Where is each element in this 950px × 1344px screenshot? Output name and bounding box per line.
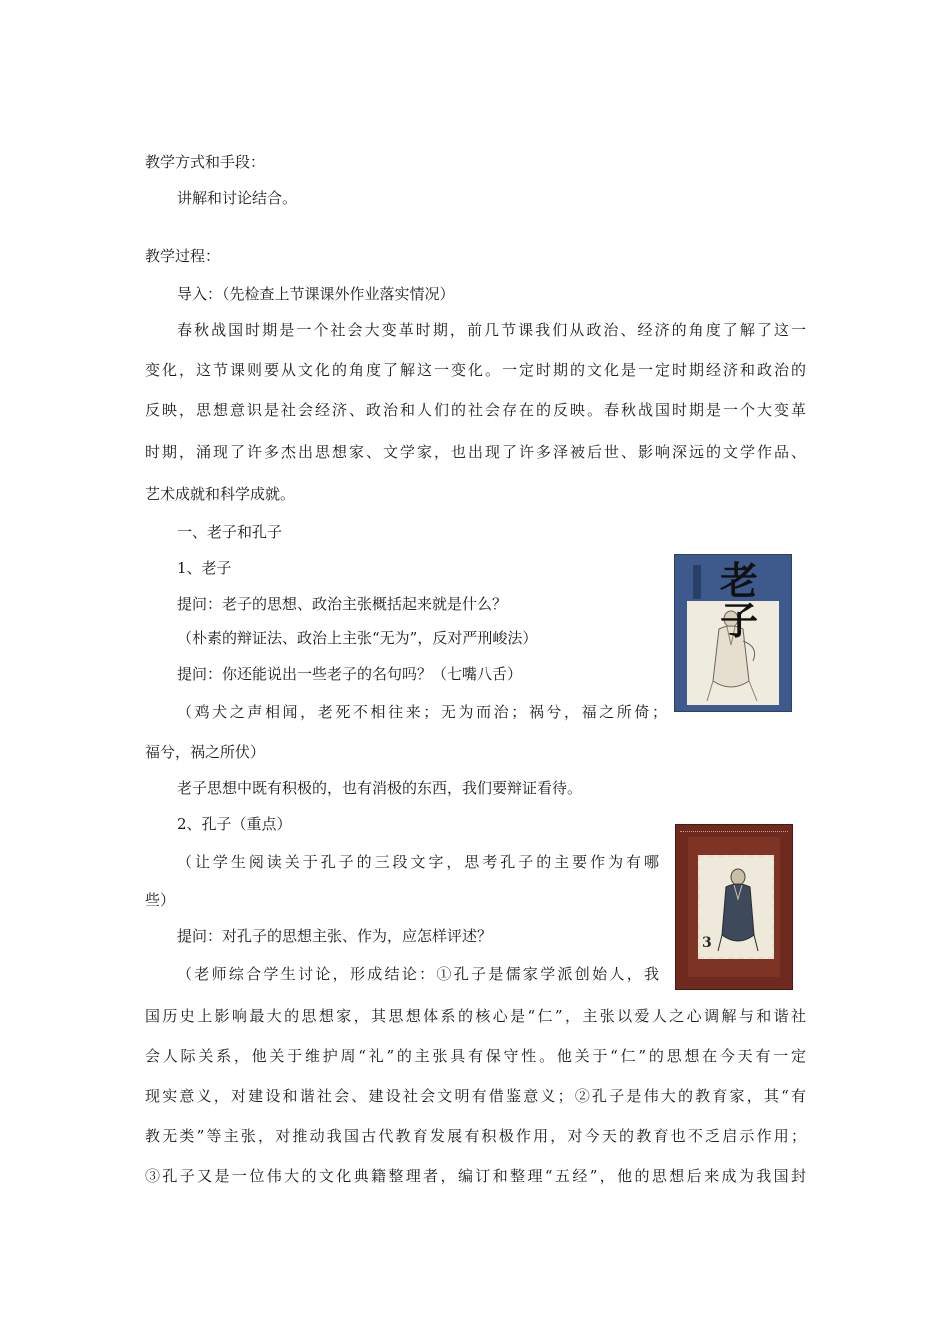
- paragraph-line: 时期，涌现了许多杰出思想家、文学家，也出现了许多泽被后世、影响深远的文学作品、: [145, 443, 806, 461]
- paragraph-line: 变化，这节课则要从文化的角度了解这一变化。一定时期的文化是一定时期经济和政治的: [145, 361, 806, 379]
- paragraph-line: 春秋战国时期是一个社会大变革时期，前几节课我们从政治、经济的角度了解了这一: [177, 321, 806, 339]
- paragraph: 讲解和讨论结合。: [177, 189, 298, 207]
- paragraph-line: 现实意义，对建设和谐社会、建设社会文明有借鉴意义；②孔子是伟大的教育家，其“有: [145, 1087, 806, 1105]
- confucius-stamp-image: [675, 824, 793, 990]
- heading-teaching-methods: 教学方式和手段：: [145, 153, 266, 171]
- paragraph-line: 些）: [145, 891, 176, 909]
- paragraph-line: （老师综合学生讨论，形成结论：①孔子是儒家学派创始人，我: [177, 965, 659, 983]
- paragraph-line: （让学生阅读关于孔子的三段文字，思考孔子的主要作为有哪: [177, 853, 659, 871]
- paragraph-line: 反映，思想意识是社会经济、政治和人们的社会存在的反映。春秋战国时期是一个大变革: [145, 401, 806, 419]
- paragraph-line: 教无类”等主张，对推动我国古代教育发展有积极作用，对今天的教育也不乏启示作用；: [145, 1127, 806, 1145]
- paragraph-line: 老子思想中既有积极的，也有消极的东西，我们要辩证看待。: [177, 779, 583, 797]
- paragraph: 导入：（先检查上节课课外作业落实情况）: [177, 285, 455, 303]
- paragraph-line: ③孔子又是一位伟大的文化典籍整理者，编订和整理“五经”，他的思想后来成为我国封: [145, 1167, 806, 1185]
- heading-teaching-process: 教学过程：: [145, 247, 221, 265]
- cover-title: 老子: [719, 558, 758, 643]
- stamp-number: 3: [702, 935, 712, 951]
- section-heading: 一、老子和孔子: [177, 523, 283, 541]
- question-line: 提问：对孔子的思想主张、作为，应怎样评述？: [177, 927, 493, 945]
- answer-line: （朴素的辩证法、政治上主张“无为”，反对严刑峻法）: [177, 629, 538, 647]
- answer-line: 福兮，祸之所伏）: [145, 743, 266, 761]
- answer-line: （鸡犬之声相闻，老死不相往来；无为而治；祸兮，福之所倚；: [177, 703, 667, 721]
- paragraph-line: 艺术成就和科学成就。: [145, 485, 296, 503]
- subsection-heading: 1、老子: [177, 559, 232, 577]
- paragraph-line: 国历史上影响最大的思想家，其思想体系的核心是“仁”，主张以爱人之心调解与和谐社: [145, 1007, 806, 1025]
- cover-strip: [693, 565, 701, 599]
- subsection-heading: 2、孔子（重点）: [177, 815, 292, 833]
- paragraph-line: 会人际关系，他关于维护周“礼”的主张具有保守性。他关于“仁”的思想在今天有一定: [145, 1047, 806, 1065]
- question-line: 提问：你还能说出一些老子的名句吗？（七嘴八舌）: [177, 665, 523, 683]
- laozi-book-cover-image: [674, 554, 792, 712]
- question-line: 提问：老子的思想、政治主张概括起来就是什么？: [177, 595, 508, 613]
